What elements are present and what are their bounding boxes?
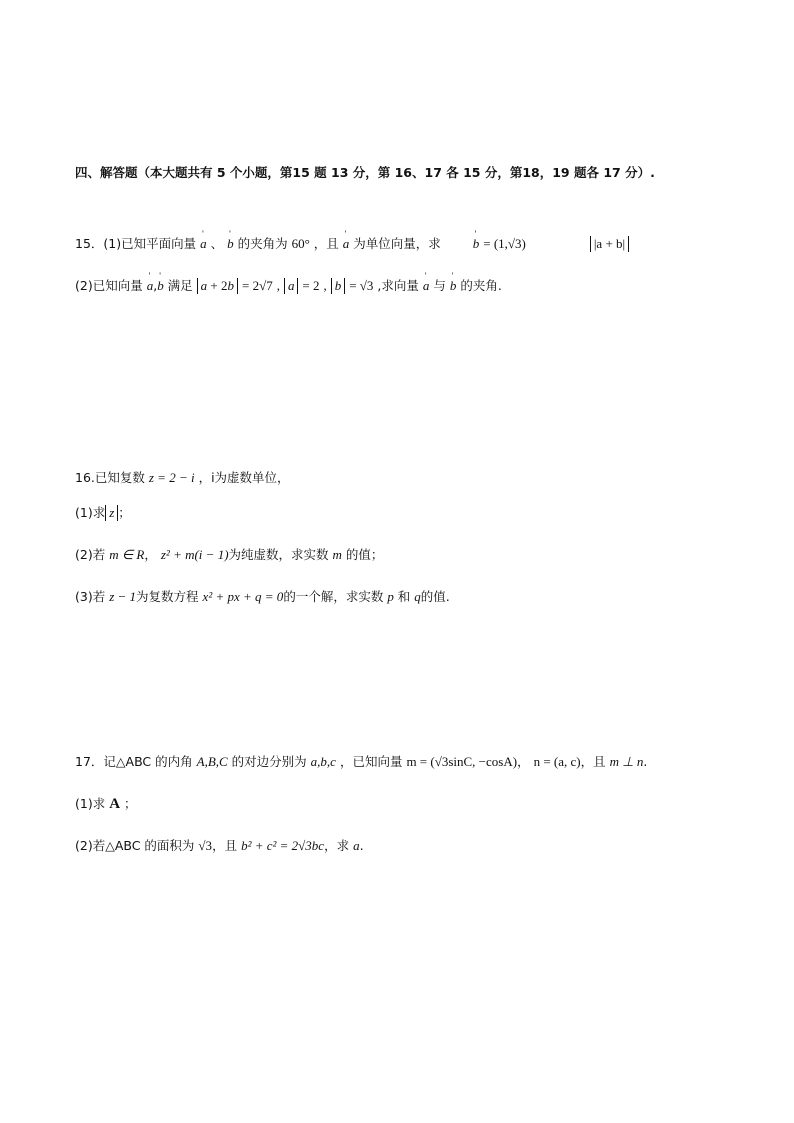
target-expression: |a + b| bbox=[590, 236, 629, 252]
vector-n-definition: n = (a, c) bbox=[533, 754, 581, 769]
sides: a,b,c bbox=[310, 754, 336, 769]
z-definition: z = 2 − i bbox=[148, 470, 195, 485]
q17-part1: (1)求 A ； bbox=[75, 796, 137, 812]
b-value: = (1,√3) bbox=[483, 236, 526, 251]
angles: A,B,C bbox=[196, 754, 228, 769]
q15-p2-text-a: (2)已知向量 bbox=[75, 278, 143, 293]
q17-part2: (2)若△ABC 的面积为 √3，且 b² + c² = 2√3bc，求 a. bbox=[75, 838, 364, 853]
q15-end: 的夹角. bbox=[460, 278, 502, 293]
angle-A: A bbox=[109, 796, 121, 812]
vector-b: ' b bbox=[227, 230, 234, 254]
q15-sep: 、 bbox=[210, 236, 224, 251]
q15-part1 bbox=[75, 230, 629, 254]
vector-b: ' b bbox=[473, 230, 480, 254]
side-equation: b² + c² = 2√3bc bbox=[241, 838, 325, 853]
vector-a: ' a bbox=[343, 230, 350, 254]
q15-p1-text-a: 15．(1)已知平面向量 bbox=[75, 236, 197, 251]
vector-b: ' b bbox=[450, 272, 457, 296]
q15-p1-text-c: ，且 bbox=[313, 236, 339, 251]
area-value: √3 bbox=[198, 838, 213, 853]
q15-with: 与 bbox=[433, 278, 446, 293]
vector-m-definition: m = (√3sinC, −cosA) bbox=[406, 754, 518, 769]
vector-a: ' a bbox=[147, 272, 154, 296]
q15-p1-text-b: 的夹角为 bbox=[237, 236, 288, 251]
vector-a: ' a bbox=[200, 230, 207, 254]
section-heading: 四、解答题（本大题共有 5 个小题，第15 题 13 分，第 16、17 各 15 分，第18，19 题各 17 分）. bbox=[75, 165, 655, 180]
angle-value: 60° bbox=[291, 236, 310, 251]
abs-a: a bbox=[284, 278, 299, 294]
vector-b: ' b bbox=[157, 272, 164, 296]
q16-intro: 16.已知复数 z = 2 − i ，i为虚数单位， bbox=[75, 470, 290, 485]
cond3-value: = √3 bbox=[349, 278, 374, 293]
q17-intro: 17．记△ABC 的内角 A,B,C 的对边分别为 a,b,c ，已知向量 m = (√3sinC, −cosA)， n = (a, c)，且 m ⊥ n. bbox=[75, 754, 648, 769]
q15-p2-text-c: ,求向量 bbox=[377, 278, 419, 293]
q15-p2-text-b: 满足 bbox=[167, 278, 193, 293]
p2-expression: z² + m(i − 1) bbox=[160, 547, 229, 562]
cond1-value: = 2√7 bbox=[242, 278, 273, 293]
q16-part3: (3)若 z − 1为复数方程 x² + px + q = 0的一个解，求实数 p 和 q的值. bbox=[75, 589, 450, 604]
cond2-value: = 2 bbox=[302, 278, 320, 293]
abs-b: b bbox=[331, 278, 346, 294]
perpendicular-condition: m ⊥ n bbox=[609, 754, 644, 769]
q15-part2: (2)已知向量 ' a,' b 满足 a + 2b = 2√7 , a = 2 , b = √3 ,求向量 ' a 与 ' b 的夹角. bbox=[75, 272, 502, 296]
vector-a: ' a bbox=[423, 272, 430, 296]
abs-z: z bbox=[105, 505, 118, 521]
m-condition: m ∈ R bbox=[109, 547, 145, 562]
q16-part1: (1)求 z ； bbox=[75, 505, 131, 520]
abs-a-plus-2b: a + 2b bbox=[197, 278, 238, 294]
q16-part2: (2)若 m ∈ R， z² + m(i − 1)为纯虚数，求实数 m 的值； bbox=[75, 547, 384, 562]
quadratic-equation: x² + px + q = 0 bbox=[202, 589, 284, 604]
q15-p1-text-d: 为单位向量，求 bbox=[353, 236, 441, 251]
p3-expression: z − 1 bbox=[109, 589, 137, 604]
